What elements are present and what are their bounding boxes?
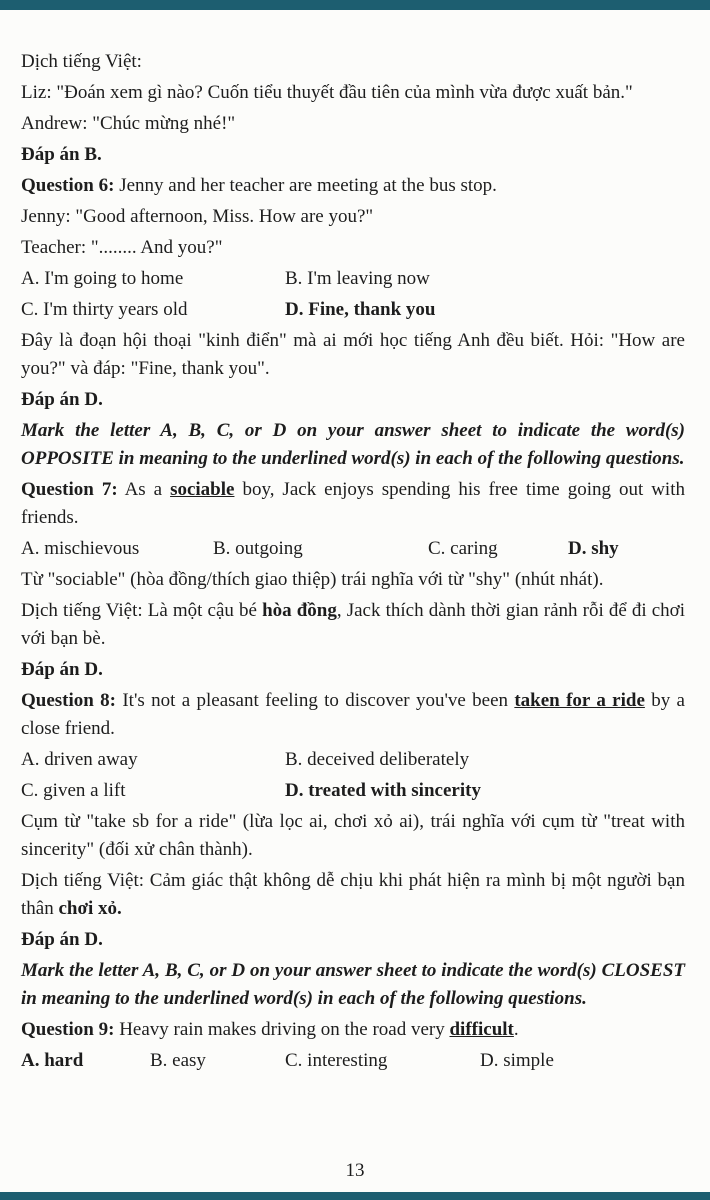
translation-q7 <box>21 597 685 653</box>
explanation-q7 <box>21 566 685 594</box>
page-top-border <box>0 0 710 10</box>
dialogue-liz <box>21 79 685 107</box>
question-9 <box>21 1016 685 1044</box>
text-segment: Đáp án D. <box>21 929 103 950</box>
text-segment: Jenny: "Good afternoon, Miss. How are you?" <box>21 206 374 227</box>
text-segment: Andrew: "Chúc mừng nhé!" <box>21 113 236 134</box>
page-bottom-border <box>0 1192 710 1200</box>
page-number: 13 <box>345 1160 365 1181</box>
question-6 <box>21 172 685 200</box>
dialogue-andrew <box>21 110 685 138</box>
text-segment: It's not a pleasant feeling to discover you've been <box>116 690 515 711</box>
text-segment: Dịch tiếng Việt: Cảm giác thật không dễ chịu khi phát hiện ra mình bị một người bạn thân <box>21 870 685 919</box>
options-q8-ab <box>21 746 685 774</box>
instruction-closest <box>21 957 685 1013</box>
text-segment: Question 7: <box>21 479 118 500</box>
text-segment: hòa đồng <box>262 600 337 621</box>
option-item: C. I'm thirty years old <box>21 299 188 320</box>
text-segment: , Jack thích dành thời gian rảnh rỗi để đi chơi với bạn bè. <box>21 600 686 649</box>
text-segment: chơi xỏ. <box>58 898 122 919</box>
text-segment: Question 9: <box>21 1019 115 1040</box>
question-8 <box>21 687 685 743</box>
options-q9 <box>21 1047 685 1075</box>
option-item: D. simple <box>480 1050 554 1071</box>
instruction-opposite <box>21 417 685 473</box>
text-segment: Đáp án D. <box>21 389 103 410</box>
text-segment: Đáp án D. <box>21 659 103 680</box>
option-item: C. caring <box>428 538 498 559</box>
text-segment: Cụm từ "take sb for a ride" (lừa lọc ai, chơi xỏ ai), trái nghĩa với cụm từ "treat with sincerity" (đối xử chân thành). <box>21 811 685 860</box>
option-item: D. Fine, thank you <box>285 299 436 320</box>
option-item: A. hard <box>21 1050 84 1071</box>
document-content <box>21 48 685 1078</box>
text-segment: Đáp án B. <box>21 144 102 165</box>
option-item: C. given a lift <box>21 780 126 801</box>
option-item: B. outgoing <box>213 538 303 559</box>
text-segment: As a <box>117 479 171 500</box>
option-item: A. driven away <box>21 749 138 770</box>
option-item: D. treated with sincerity <box>285 780 481 801</box>
text-segment: Đây là đoạn hội thoại "kinh điển" mà ai mới học tiếng Anh đều biết. Hỏi: "How are you?" và đáp: "Fine, thank you". <box>21 330 685 379</box>
explanation-q8 <box>21 808 685 864</box>
text-segment: Từ "sociable" (hòa đồng/thích giao thiệp) trái nghĩa với từ "shy" (nhút nhát). <box>21 569 604 590</box>
vi-translation-label <box>21 48 685 76</box>
text-segment: Dịch tiếng Việt: <box>21 51 142 72</box>
explanation-q6 <box>21 327 685 383</box>
dialogue-jenny <box>21 203 685 231</box>
options-q6-cd <box>21 296 685 324</box>
option-item: B. I'm leaving now <box>285 268 430 289</box>
translation-q8 <box>21 867 685 923</box>
text-segment: Jenny and her teacher are meeting at the bus stop. <box>114 175 497 196</box>
option-item: B. easy <box>150 1050 206 1071</box>
text-segment: Liz: "Đoán xem gì nào? Cuốn tiểu thuyết đầu tiên của mình vừa được xuất bản." <box>21 82 633 103</box>
option-item: D. shy <box>568 538 619 559</box>
text-segment: Heavy rain makes driving on the road very <box>114 1019 450 1040</box>
answer-q6 <box>21 386 685 414</box>
answer-q7 <box>21 656 685 684</box>
underlined-term: difficult <box>449 1019 514 1040</box>
options-q7 <box>21 535 685 563</box>
text-segment: boy, Jack enjoys spending his free time going out with friends. <box>21 479 685 528</box>
option-item: A. mischievous <box>21 538 140 559</box>
text-segment: Teacher: "........ And you?" <box>21 237 223 258</box>
answer-q8 <box>21 926 685 954</box>
options-q8-cd <box>21 777 685 805</box>
text-segment: Dịch tiếng Việt: Là một cậu bé <box>21 600 263 621</box>
text-segment: Question 6: <box>21 175 115 196</box>
text-segment: Mark the letter A, B, C, or D on your answer sheet to indicate the word(s) OPPOSITE in meaning to the underlined word(s) in each of the following questions. <box>21 420 685 469</box>
text-segment: Question 8: <box>21 690 117 711</box>
text-segment: Mark the letter A, B, C, or D on your answer sheet to indicate the word(s) CLOSEST in meaning to the underlined word(s) in each of the following questions. <box>21 960 685 1009</box>
options-q6-ab <box>21 265 685 293</box>
underlined-term: sociable <box>170 479 235 500</box>
question-7 <box>21 476 685 532</box>
dialogue-teacher <box>21 234 685 262</box>
option-item: C. interesting <box>285 1050 388 1071</box>
option-item: B. deceived deliberately <box>285 749 470 770</box>
answer-q5 <box>21 141 685 169</box>
underlined-term: taken for a ride <box>514 690 645 711</box>
text-segment: . <box>513 1019 519 1040</box>
option-item: A. I'm going to home <box>21 268 184 289</box>
text-segment: by a close friend. <box>21 690 685 739</box>
